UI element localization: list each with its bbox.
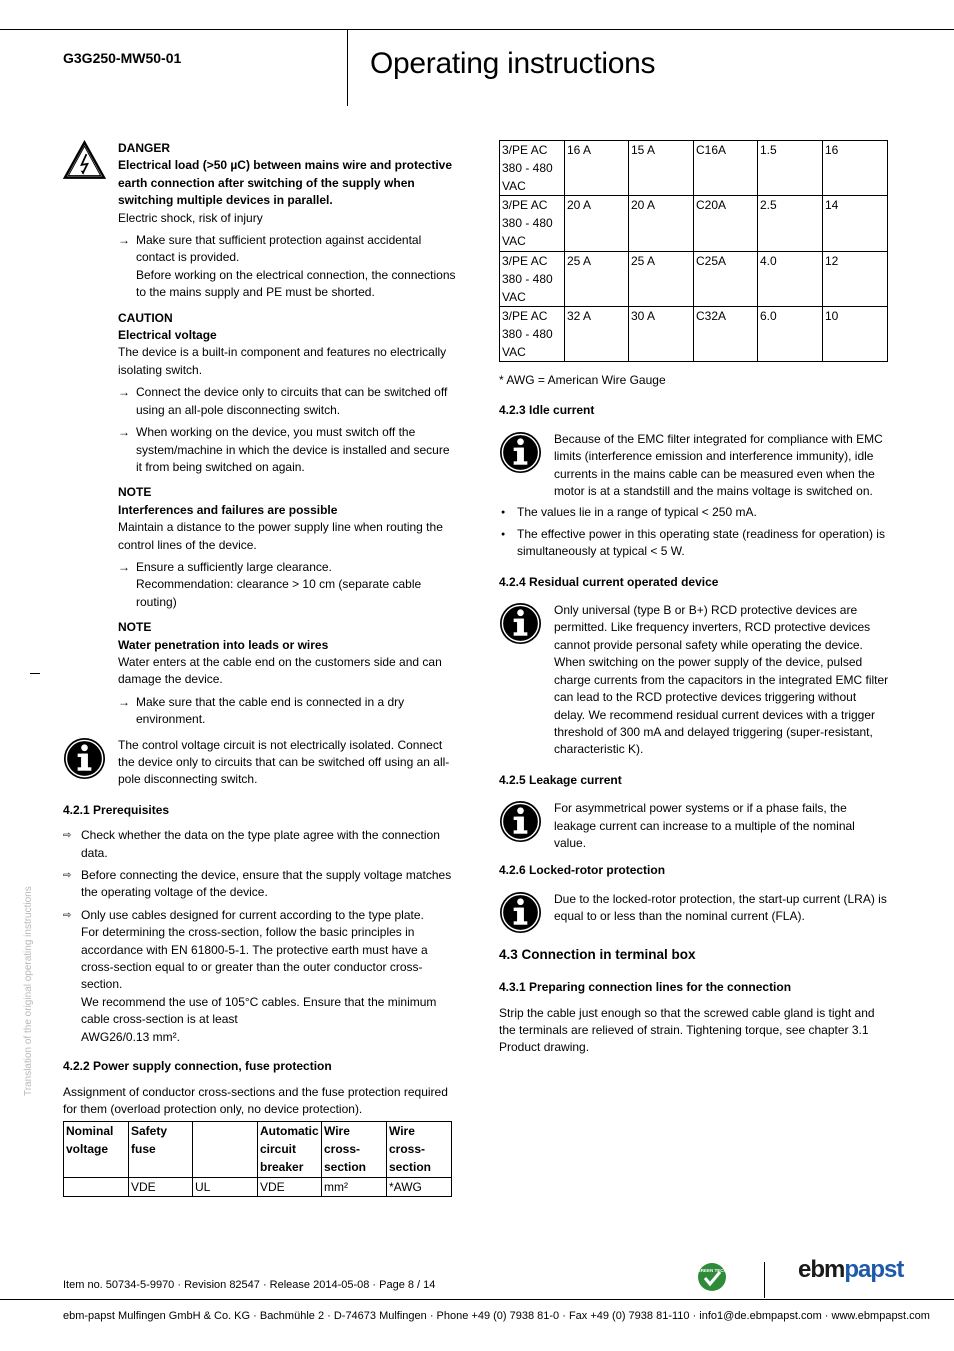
note-action: → Ensure a sufficiently large clearance. Recommendation: clearance > 10 cm (separate cable routing) [118,559,458,611]
caution-text: The device is a built-in component and features no electrically isolating switch. [118,345,447,377]
prereq-item: ⇨ Before connecting the device, ensure that the supply voltage matches the operating voltage of the device. [63,867,458,902]
info-icon [499,602,542,645]
table-unit-cell: *AWG [387,1178,452,1197]
table-row: 3/PE AC 380 - 480 VAC 32 A 30 A C32A 6.0 10 [500,307,888,362]
header-top-rule [0,29,954,30]
preparing-section [499,979,889,1057]
table-unit-cell: UL [193,1178,258,1197]
info-icon [499,431,542,474]
section-heading: 4.2.1 Prerequisites [63,802,170,817]
table-row: 3/PE AC 380 - 480 VAC 20 A 20 A C20A 2.5 14 [500,196,888,252]
table-row: 3/PE AC 380 - 480 VAC 16 A 15 A C16A 1.5 16 [500,141,888,196]
caution-action: → When working on the device, you must switch off the system/machine in which the device is installed and secure it from being switched on again. [118,424,458,476]
note-water-block [118,619,458,728]
note-label: NOTE [118,620,152,635]
info-text: Only universal (type B or B+) RCD protective devices are permitted. Like frequency inverters, RCD protective devices cannot provide personal safety while operating the device. When switching on the power supply of the device, pulsed charge currents from the capacitors in the integrated EMC filter can lead to the RCD protective devices triggering without delay. We recommend residual current devices with a trigger threshold of 300 mA and delayed triggering (super-resistant, characteristic K). [554,603,889,757]
model-number: G3G250-MW50-01 [63,50,182,66]
power-supply-section [63,1058,458,1118]
footer-rule [0,1299,954,1300]
awg-footnote: * AWG = American Wire Gauge [499,373,666,387]
svg-text:GREEN TECH: GREEN TECH [697,1268,727,1273]
header-divider [347,29,348,106]
table-unit-cell: VDE [258,1178,322,1197]
caution-action: → Connect the device only to circuits that can be switched off using an all-pole disconnecting switch. [118,384,458,419]
danger-heading: Electrical load (>50 µC) between mains wire and protective earth connection after switching of the supply when switching multiple devices in parallel. [118,158,453,208]
note-text: Maintain a distance to the power supply line when routing the control lines of the device. [118,520,443,552]
info-text: For asymmetrical power systems or if a phase fails, the leakage current can increase to a multiple of the nominal value. [554,801,855,850]
chapter-heading: 4.3 Connection in terminal box [499,946,696,962]
table-unit-cell [64,1178,129,1197]
note-heading: Interferences and failures are possible [118,502,338,517]
section-heading: 4.2.2 Power supply connection, fuse protection [63,1059,332,1074]
danger-label: DANGER [118,141,171,155]
side-translation-note: Translation of the original operating instructions [23,886,34,1096]
section-heading: 4.2.6 Locked-rotor protection [499,863,666,878]
note-action: → Make sure that the cable end is connected in a dry environment. [118,694,458,729]
table-row: 3/PE AC 380 - 480 VAC 25 A 25 A C25A 4.0 12 [500,252,888,307]
prereq-item: ⇨ Check whether the data on the type plate agree with the connection data. [63,827,458,862]
table-header-cell: Wire cross-section [322,1122,387,1178]
danger-text: Electric shock, risk of injury [118,210,263,225]
info-icon [63,737,106,780]
caution-label: CAUTION [118,310,173,325]
info-icon [499,891,542,934]
note-interference-block [118,484,458,611]
caution-block [118,310,458,477]
info-text: Because of the EMC filter integrated for compliance with EMC limits (interference emission and interference immunity), idle currents in the mains cable can be measured even when the motor is at a standstill and the mains voltage is switched on. [554,431,883,499]
right-column [499,372,889,1057]
warning-electric-icon [63,140,106,180]
fuse-table-header [63,1121,452,1197]
table-header-cell: Wire cross-section [387,1122,452,1178]
footer-logo-divider [764,1262,765,1298]
danger-block [63,140,458,302]
ebmpapst-logo: ebmpapst [798,1256,904,1283]
prerequisites-section [63,802,458,1046]
bullet-item: ● The values lie in a range of typical < 250 mA. [499,504,889,521]
table-unit-cell: VDE [129,1178,193,1197]
fuse-table-body [499,140,888,362]
danger-action: → Make sure that sufficient protection against accidental contact is provided. Before working on the electrical connection, the connections to the mains supply and PE must be shorted. [118,232,458,302]
info-control-voltage [63,737,458,789]
note-text: Water enters at the cable end on the customers side and can damage the device. [118,654,442,687]
left-column [63,140,458,1118]
leakage-section [499,772,889,853]
section-text: Assignment of conductor cross-sections and the fuse protection required for them (overload protection only, no device protection). [63,1084,448,1116]
rcd-section [499,574,889,759]
prereq-item: ⇨ Only use cables designed for current according to the type plate. For determining the cross-section, follow the basic principles in accordance with EN 61800-5-1. The protective earth must have a cross-section equal to or greater than the outer conductor cross-section. We recommend the use of 105°C cables. Ensure that the minimum cable cross-section is at least AWG26/0.13 mm². [63,907,458,1046]
section-heading: 4.2.5 Leakage current [499,772,622,787]
section-heading: 4.2.4 Residual current operated device [499,574,719,589]
locked-rotor-section [499,862,889,933]
table-header-cell: Nominal voltage [64,1122,129,1178]
section-heading: 4.2.3 Idle current [499,403,595,418]
table-header-cell: Automatic circuit breaker [258,1122,322,1178]
table-header-cell [193,1122,258,1178]
green-tech-badge-icon [697,1262,727,1292]
table-header-cell: Safety fuse [129,1122,193,1178]
caution-heading: Electrical voltage [118,328,217,343]
info-text: The control voltage circuit is not electrically isolated. Connect the device only to circuits that can be switched off using an all-pole disconnecting switch. [118,737,450,787]
info-icon [499,800,542,843]
info-text: Due to the locked-rotor protection, the start-up current (LRA) is equal to or less than the nominal current (FLA). [554,891,887,924]
section-text: Strip the cable just enough so that the screwed cable gland is tight and the terminals are relieved of strain. Tightening torque, see chapter 3.1 Product drawing. [499,1005,875,1055]
idle-current-section [499,402,889,560]
note-label: NOTE [118,485,152,500]
bullet-item: ● The effective power in this operating state (readiness for operation) is simultaneously at typical < 5 W. [499,526,889,561]
note-heading: Water penetration into leads or wires [118,637,329,652]
footer-company-info: ebm-papst Mulfingen GmbH & Co. KG · Bachmühle 2 · D-74673 Mulfingen · Phone +49 (0) 7938 81-0 · Fax +49 (0) 7938 81-110 · info1@de.ebmpapst.com · www.ebmpapst.com [63,1310,930,1322]
footer-item-info: Item no. 50734-5-9970 · Revision 82547 · Release 2014-05-08 · Page 8 / 14 [63,1279,436,1291]
section-heading: 4.3.1 Preparing connection lines for the connection [499,980,792,995]
page-title: Operating instructions [370,47,656,80]
fold-mark [30,673,40,674]
table-unit-cell: mm² [322,1178,387,1197]
